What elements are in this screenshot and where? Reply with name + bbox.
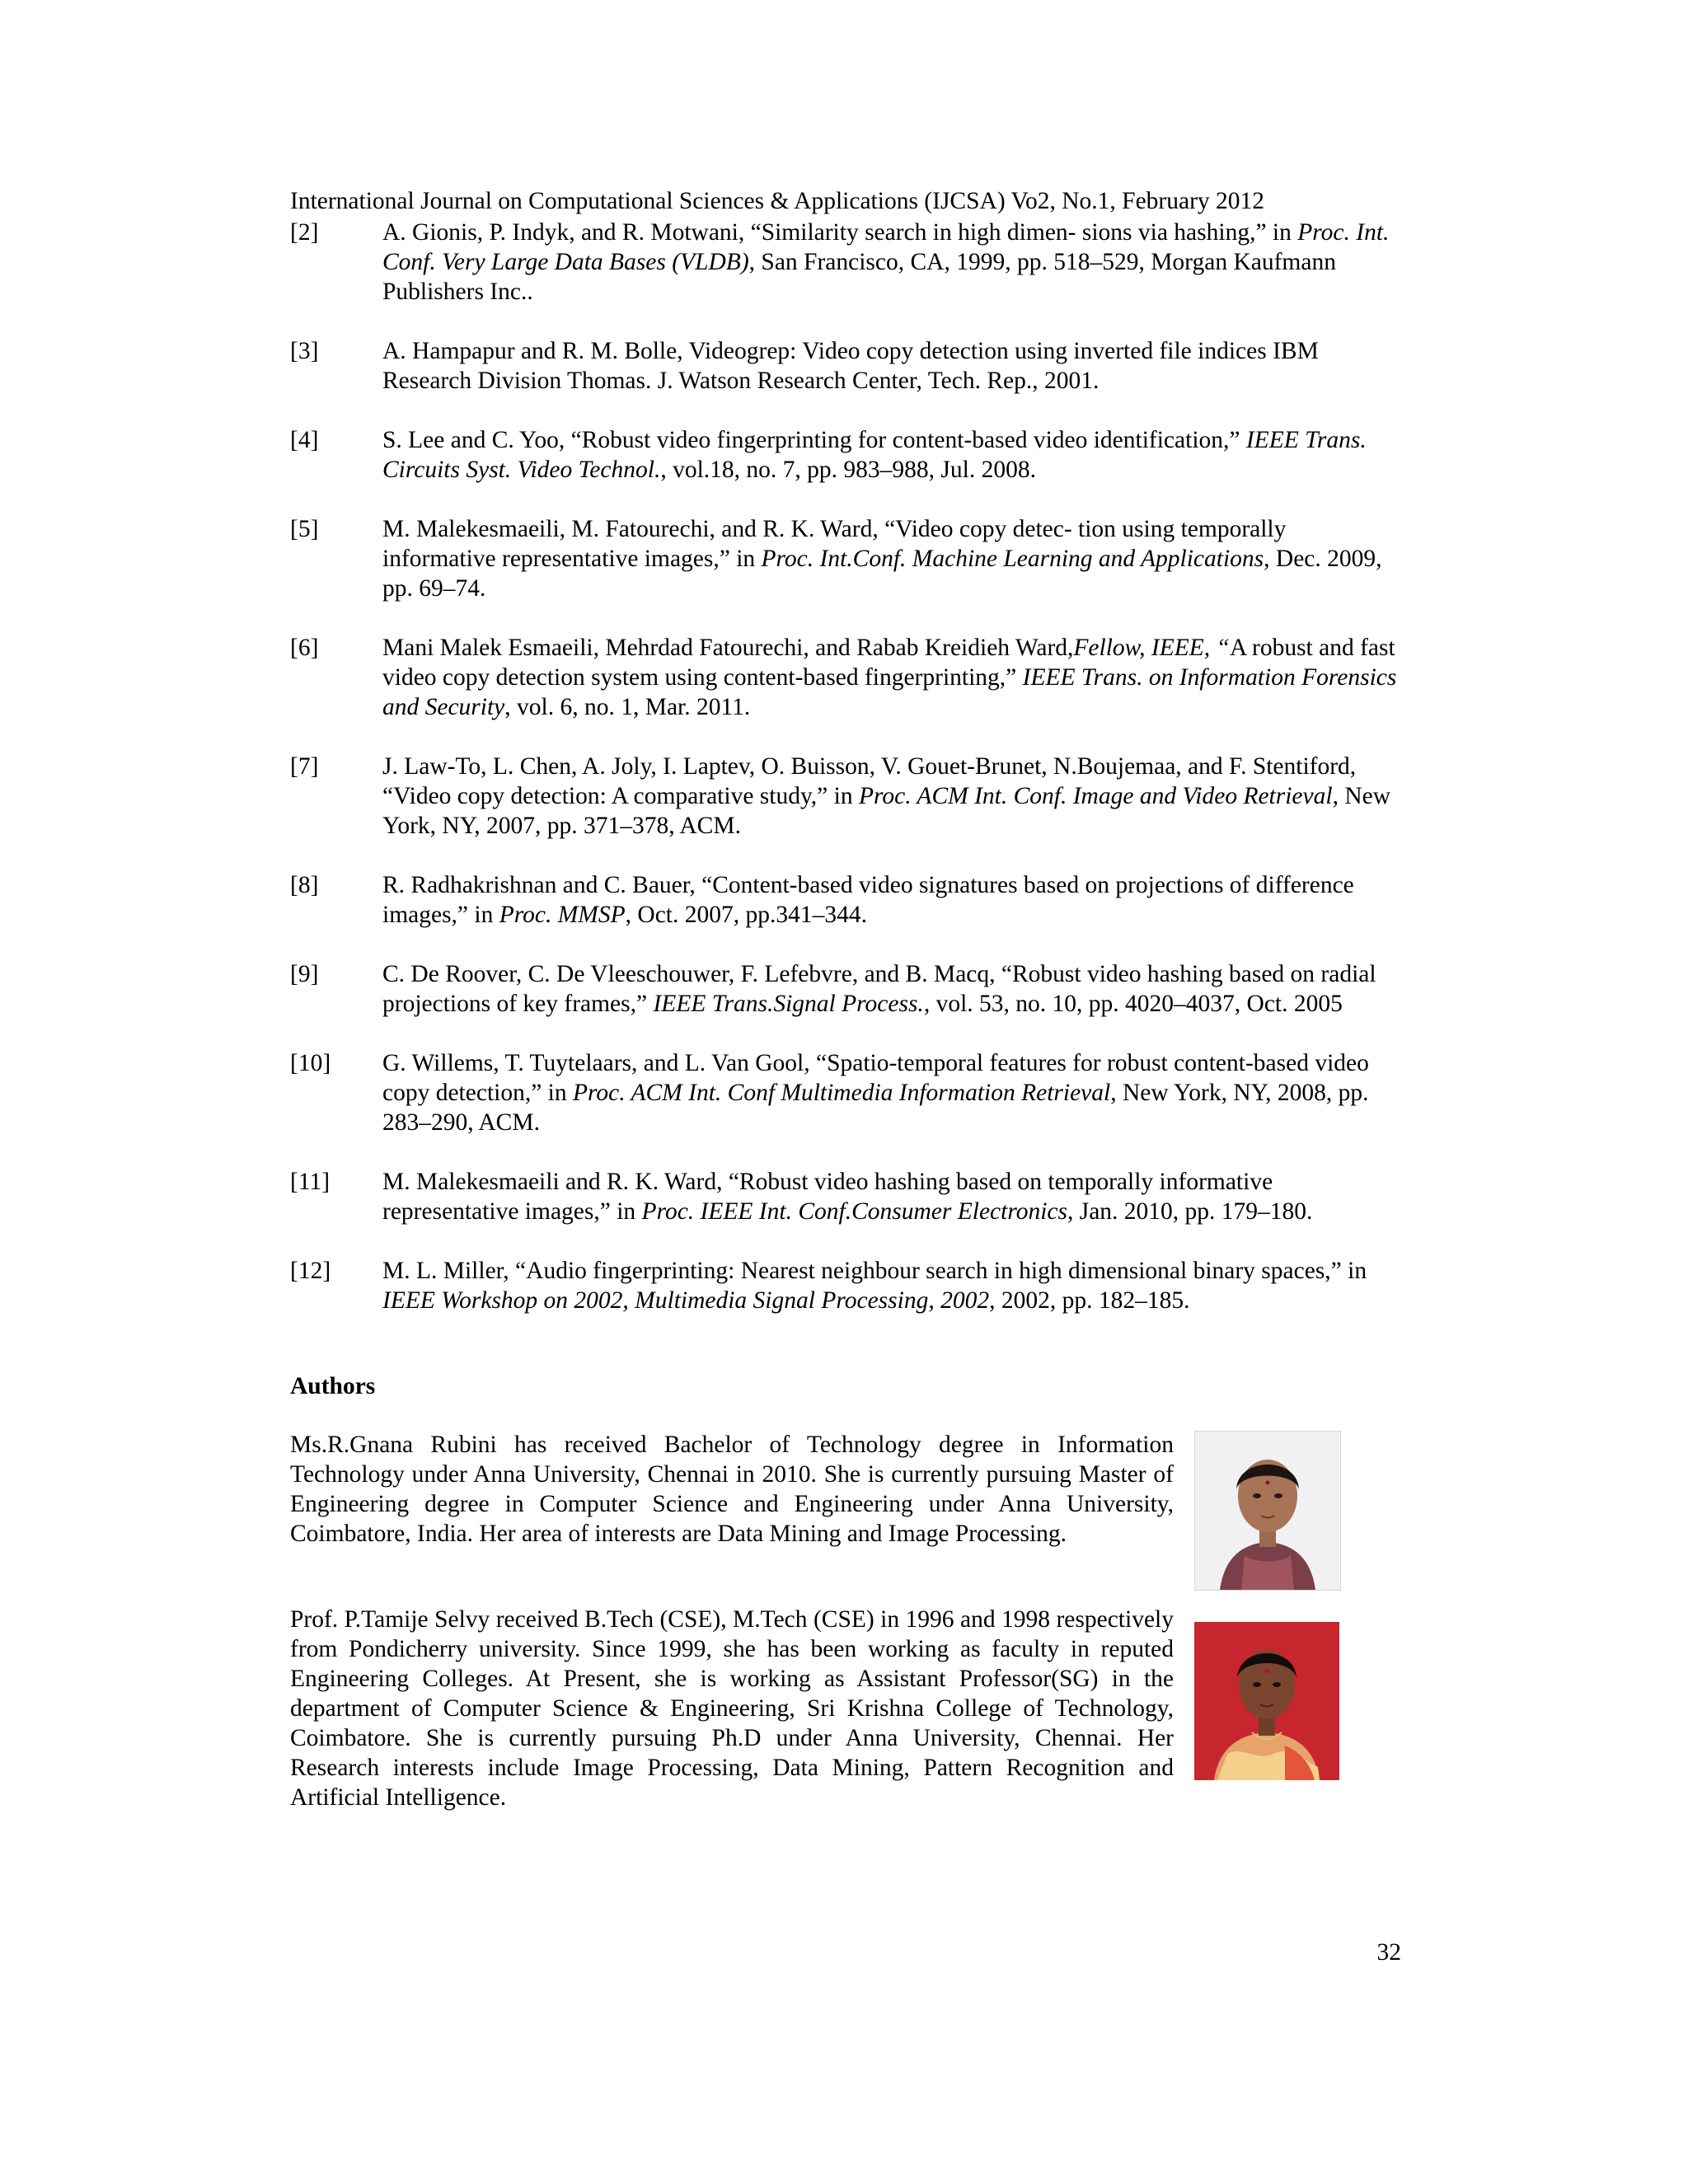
author-photo-selvy xyxy=(1194,1622,1339,1780)
authors-heading: Authors xyxy=(290,1373,376,1399)
reference-text: C. De Roover, C. De Vleeschouwer, F. Lefebvre, and B. Macq, “Robust video hashing based on radial projections of key frames,” IEEE Trans.Signal Process., vol. 53, no. 10, pp. 4020–4037, Oct. 2005 xyxy=(382,961,1376,1017)
reference-item xyxy=(290,514,1403,603)
author-photo-rubini xyxy=(1194,1431,1341,1591)
reference-text: A. Hampapur and R. M. Bolle, Videogrep: Video copy detection using inverted file indices IBM Research Division Thomas. J. Watson Research Center, Tech. Rep., 2001. xyxy=(382,338,1319,394)
reference-text: A. Gionis, P. Indyk, and R. Motwani, “Similarity search in high dimen- sions via hashing,” in Proc. Int. Conf. Very Large Data Bases (VLDB), San Francisco, CA, 1999, pp. 518–529, Morgan Kaufmann Publishers Inc.. xyxy=(382,219,1390,305)
journal-header: International Journal on Computational Sciences & Applications (IJCSA) Vo2, No.1, February 2012 xyxy=(290,188,1265,214)
reference-item xyxy=(290,1256,1403,1315)
reference-item xyxy=(290,218,1403,307)
reference-number: [2] xyxy=(290,219,319,246)
reference-item xyxy=(290,1048,1403,1137)
reference-number: [9] xyxy=(290,961,319,987)
reference-text: R. Radhakrishnan and C. Bauer, “Content-based video signatures based on projections of difference images,” in Proc. MMSP, Oct. 2007, pp.341–344. xyxy=(382,872,1354,928)
reference-text: M. Malekesmaeili and R. K. Ward, “Robust video hashing based on temporally informative representative images,” in Proc. IEEE Int. Conf.Consumer Electronics, Jan. 2010, pp. 179–180. xyxy=(382,1169,1313,1225)
reference-text: M. Malekesmaeili, M. Fatourechi, and R. K. Ward, “Video copy detec- tion using temporally informative representative images,” in Proc. Int.Conf. Machine Learning and Applications, Dec. 2009, pp. 69–74. xyxy=(382,516,1382,602)
reference-number: [6] xyxy=(290,635,319,661)
reference-number: [7] xyxy=(290,753,319,780)
reference-number: [8] xyxy=(290,872,319,898)
reference-item xyxy=(290,870,1403,930)
reference-number: [11] xyxy=(290,1169,331,1195)
reference-text: S. Lee and C. Yoo, “Robust video fingerprinting for content-based video identification,” IEEE Trans. Circuits Syst. Video Technol., vol.18, no. 7, pp. 983–988, Jul. 2008. xyxy=(382,427,1367,483)
author-bio-selvy: Prof. P.Tamije Selvy received B.Tech (CSE), M.Tech (CSE) in 1996 and 1998 respectively from Pondicherry university. Since 1999, she has been working as faculty in reputed Engineering Colleges. At Present, she is working as Assistant Professor(SG) in the department of Computer Science & Engineering, Sri Krishna College of Technology, Coimbatore. She is currently pursuing Ph.D under Anna University, Chennai. Her Research interests include Image Processing, Data Mining, Pattern Recognition and Artificial Intelligence. xyxy=(290,1606,1174,1811)
reference-number: [4] xyxy=(290,427,319,453)
reference-text: Mani Malek Esmaeili, Mehrdad Fatourechi, and Rabab Kreidieh Ward,Fellow, IEEE, “A robust and fast video copy detection system using content-based fingerprinting,” IEEE Trans. on Information Forensics and Security, vol. 6, no. 1, Mar. 2011. xyxy=(382,635,1397,720)
reference-text: G. Willems, T. Tuytelaars, and L. Van Gool, “Spatio-temporal features for robust content-based video copy detection,” in Proc. ACM Int. Conf Multimedia Information Retrieval, New York, NY, 2008, pp. 283–290, ACM. xyxy=(382,1050,1369,1136)
reference-item xyxy=(290,336,1403,396)
reference-text: J. Law-To, L. Chen, A. Joly, I. Laptev, O. Buisson, V. Gouet-Brunet, N.Boujemaa, and F. Stentiford, “Video copy detection: A comparative study,” in Proc. ACM Int. Conf. Image and Video Retrieval, New York, NY, 2007, pp. 371–378, ACM. xyxy=(382,753,1391,839)
reference-text: M. L. Miller, “Audio fingerprinting: Nearest neighbour search in high dimensional binary spaces,” in IEEE Workshop on 2002, Multimedia Signal Processing, 2002, 2002, pp. 182–185. xyxy=(382,1258,1367,1314)
reference-item xyxy=(290,1167,1403,1226)
reference-item xyxy=(290,425,1403,485)
reference-list xyxy=(290,218,1403,1345)
reference-item xyxy=(290,752,1403,841)
reference-number: [5] xyxy=(290,516,319,542)
reference-item xyxy=(290,959,1403,1019)
author-bio-rubini: Ms.R.Gnana Rubini has received Bachelor of Technology degree in Information Technology under Anna University, Chennai in 2010. She is currently pursuing Master of Engineering degree in Computer Science and Engineering under Anna University, Coimbatore, India. Her area of interests are Data Mining and Image Processing. xyxy=(290,1432,1174,1547)
reference-number: [3] xyxy=(290,338,319,364)
reference-number: [12] xyxy=(290,1258,331,1284)
reference-item xyxy=(290,633,1403,722)
page-number: 32 xyxy=(1376,1939,1401,1966)
reference-number: [10] xyxy=(290,1050,331,1076)
